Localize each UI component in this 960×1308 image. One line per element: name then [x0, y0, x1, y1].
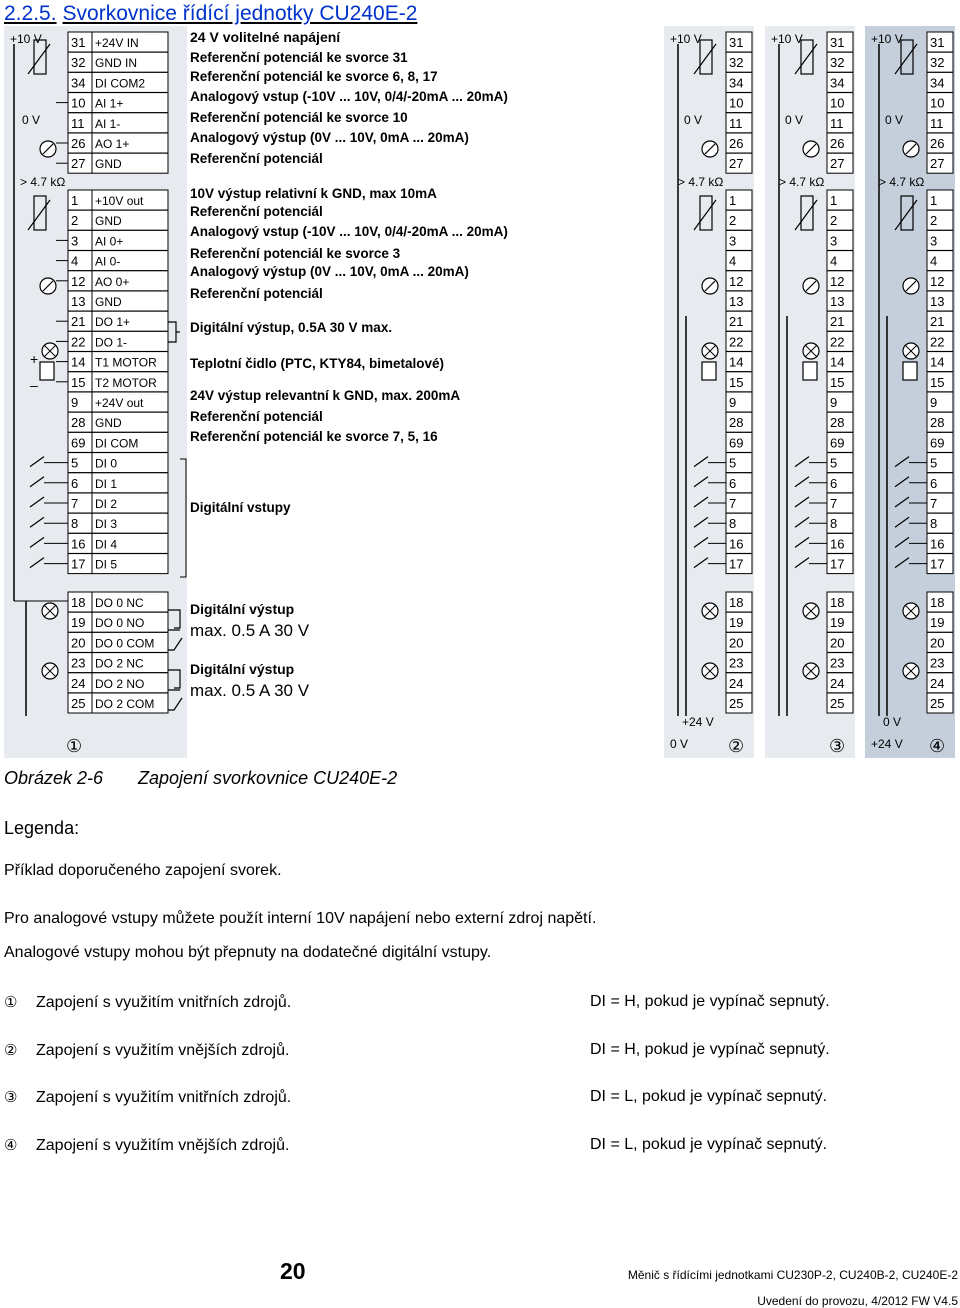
variant-terminal-number: 31 [729, 35, 744, 50]
terminal-name: GND [95, 214, 122, 229]
variant-terminal-number: 5 [930, 455, 938, 471]
variant-terminal-number: 13 [930, 294, 945, 309]
variant-terminal-number: 3 [930, 233, 938, 249]
terminal-number: 8 [71, 516, 79, 532]
terminal-name: DI 5 [95, 557, 118, 572]
terminal-number: 5 [71, 455, 79, 471]
variant-supply-label: +24 V [871, 737, 903, 751]
variant-terminal-number: 23 [830, 655, 845, 671]
terminal-name: DI COM [95, 436, 139, 451]
plus-10v-label: +10 V [10, 32, 42, 46]
variant-terminal-number: 9 [729, 395, 737, 410]
section-number: 2.2.5. [4, 2, 57, 25]
variant-plus-10v-label: +10 V [670, 32, 702, 46]
terminal-number: 26 [71, 136, 86, 151]
terminal-number: 25 [71, 696, 86, 711]
terminal-name: GND [95, 157, 122, 172]
variant-terminal-number: 32 [930, 55, 945, 71]
terminal-number: 14 [71, 354, 86, 370]
variant-terminal-number: 19 [830, 615, 845, 631]
variant-terminal-number: 34 [930, 75, 945, 91]
variant-zero-v-label: 0 V [885, 113, 904, 127]
variant-terminal-number: 23 [930, 655, 945, 671]
terminal-description: Referenční potenciál ke svorce 31 [190, 50, 408, 65]
terminal-number: 3 [71, 233, 79, 249]
terminal-name: GND IN [95, 56, 137, 71]
variant-terminal-number: 22 [830, 334, 845, 350]
variant-terminal-number: 27 [830, 156, 845, 172]
terminal-number: 28 [71, 415, 86, 431]
variant-terminal-number: 24 [830, 675, 845, 691]
variant-terminal-number: 7 [729, 496, 737, 511]
variant-terminal-number: 25 [930, 696, 945, 711]
legend-paragraph: Pro analogové vstupy můžete použít interní 10V napájení nebo externí zdroj napětí. [4, 910, 597, 927]
variant-resistor-label: > 4.7 kΩ [779, 175, 825, 189]
thermistor-plus: + [30, 351, 39, 367]
variant-terminal-number: 1 [830, 193, 838, 208]
variant-terminal-number: 17 [930, 556, 945, 572]
terminal-name: DI 2 [95, 497, 118, 511]
terminal-name: DO 1- [95, 335, 128, 350]
legend-paragraph: Analogové vstupy mohou být přepnuty na dodatečné digitální vstupy. [4, 944, 492, 961]
variant-terminal-number: 28 [729, 415, 744, 431]
terminal-number: 27 [71, 156, 86, 172]
legend-item [4, 1136, 828, 1155]
variant-terminal-number: 27 [930, 156, 945, 172]
variant-terminal-number: 22 [930, 334, 945, 350]
terminal-number: 6 [71, 475, 79, 491]
legend-item-note: DI = H, pokud je vypínač sepnutý. [590, 993, 830, 1010]
variant-terminal-number: 20 [930, 635, 945, 651]
legend-item-marker: ① [4, 994, 18, 1011]
variant-marker: ④ [929, 736, 946, 756]
variant-thermistor-icon [803, 362, 817, 380]
variant-terminal-number: 32 [830, 55, 845, 71]
footer-edition: Uvedení do provozu, 4/2012 FW V4.5 [757, 1294, 958, 1308]
terminal-number: 9 [71, 395, 79, 410]
legend-item-marker: ④ [4, 1137, 18, 1154]
terminal-number: 21 [71, 314, 86, 330]
variant-terminal-number: 15 [729, 374, 744, 390]
variant-plus-10v-label: +10 V [871, 32, 903, 46]
variant-terminal-number: 16 [729, 536, 744, 552]
terminal-number: 19 [71, 615, 86, 631]
terminal-name: +24V IN [95, 36, 139, 50]
legend-paragraph: Příklad doporučeného zapojení svorek. [4, 862, 282, 879]
legend-item-marker: ③ [4, 1089, 18, 1106]
variant-terminal-number: 26 [830, 136, 845, 151]
figure-caption [4, 768, 397, 789]
variant-terminal-number: 12 [930, 273, 945, 289]
variant-terminal-number: 13 [729, 294, 744, 309]
terminal-name: T2 MOTOR [95, 375, 157, 390]
variant-terminal-number: 16 [930, 536, 945, 552]
terminal-number: 10 [71, 95, 86, 111]
terminal-number: 69 [71, 435, 86, 451]
terminal-number: 32 [71, 55, 86, 71]
variant-terminal-number: 2 [830, 213, 838, 229]
variant-terminal-number: 23 [729, 655, 744, 671]
terminal-name: DI 3 [95, 517, 118, 532]
terminal-description: Analogový výstup (0V ... 10V, 0mA ... 20mA) [190, 264, 469, 279]
variant-terminal-number: 24 [930, 675, 945, 691]
variant-supply-label: 0 V [670, 737, 689, 751]
variant-terminal-number: 11 [930, 115, 944, 131]
terminal-number: 1 [71, 193, 79, 208]
legend-item [4, 993, 830, 1012]
variant-terminal-number: 17 [830, 556, 845, 572]
terminal-number: 23 [71, 655, 86, 671]
variant-terminal-number: 2 [729, 213, 737, 229]
variant-supply-label: +24 V [682, 715, 714, 729]
terminal-description: Referenční potenciál [190, 151, 323, 166]
zero-v-label: 0 V [22, 113, 41, 127]
variant-terminal-number: 69 [830, 435, 845, 451]
variant-terminal-number: 20 [729, 635, 744, 651]
variant-terminal-number: 5 [830, 455, 838, 471]
terminal-description: Referenční potenciál ke svorce 10 [190, 110, 408, 125]
variant-terminal-number: 18 [830, 595, 845, 610]
terminal-description: Referenční potenciál ke svorce 3 [190, 246, 401, 261]
terminal-name: +24V out [95, 396, 144, 410]
variant-terminal-number: 26 [729, 136, 744, 151]
terminal-name: DO 2 NC [95, 656, 144, 671]
variant-terminal-number: 13 [830, 294, 845, 309]
variant-terminal-number: 8 [830, 516, 838, 532]
variant-terminal-number: 21 [830, 314, 845, 330]
variant-terminal-number: 26 [930, 136, 945, 151]
variant-zero-v-label: 0 V [785, 113, 804, 127]
variant-plus-10v-label: +10 V [771, 32, 803, 46]
variant-terminal-number: 18 [729, 595, 744, 610]
variant-terminal-number: 9 [830, 395, 838, 410]
section-title: Svorkovnice řídící jednotky CU240E-2 [62, 2, 418, 25]
variant-supply-label: 0 V [883, 715, 902, 729]
terminal-number: 15 [71, 374, 86, 390]
terminal-description: 24 V volitelné napájení [190, 29, 341, 45]
variant-terminal-number: 25 [830, 696, 845, 711]
terminal-name: GND [95, 295, 122, 309]
variant-terminal-number: 20 [830, 635, 845, 651]
variant-terminal-number: 17 [729, 556, 744, 572]
variant-terminal-number: 21 [930, 314, 945, 330]
variant-terminal-number: 18 [930, 595, 945, 610]
variant-terminal-number: 6 [930, 475, 938, 491]
footer-manual-title: Měnič s řídícími jednotkami CU230P-2, CU240B-2, CU240E-2 [627, 1268, 958, 1282]
terminal-name: DO 0 NO [95, 616, 145, 631]
terminal-name: DO 2 COM [95, 697, 155, 711]
terminal-name: T1 MOTOR [95, 355, 157, 370]
terminal-number: 11 [71, 115, 85, 131]
terminal-description: Teplotní čidlo (PTC, KTY84, bimetalové) [190, 356, 445, 371]
terminal-description: Analogový vstup (-10V ... 10V, 0/4/-20mA ... 20mA) [190, 224, 508, 239]
variant-1-marker: ① [66, 736, 83, 756]
thermistor-minus: – [30, 377, 38, 393]
figure-number: Obrázek 2-6 [4, 768, 104, 788]
terminal-description: 24V výstup relevantní k GND, max. 200mA [190, 388, 461, 403]
variant-terminal-number: 12 [830, 273, 845, 289]
legend-item-text: Zapojení s využitím vnějších zdrojů. [36, 1042, 290, 1059]
terminal-name: DI 4 [95, 537, 118, 552]
terminal-description: Analogový vstup (-10V ... 10V, 0/4/-20mA ... 20mA) [190, 89, 508, 104]
relay-output-label: Digitální výstup [190, 661, 295, 677]
legend-item [4, 1041, 830, 1060]
variant-terminal-number: 28 [830, 415, 845, 431]
terminal-name: DO 0 COM [95, 636, 155, 651]
terminal-name: AO 1+ [95, 137, 130, 151]
variant-terminal-number: 31 [930, 35, 945, 50]
terminal-number: 24 [71, 675, 86, 691]
terminal-number: 12 [71, 273, 86, 289]
variant-terminal-number: 14 [729, 354, 744, 370]
terminal-description: Referenční potenciál [190, 286, 323, 301]
terminal-description: Digitální vstupy [190, 500, 291, 515]
terminal-number: 22 [71, 334, 86, 350]
wiring-diagram [0, 26, 960, 762]
variant-marker: ③ [829, 736, 846, 756]
terminal-name: DO 1+ [95, 315, 131, 330]
terminal-number: 31 [71, 35, 86, 50]
terminal-number: 17 [71, 556, 86, 572]
legend-item-text: Zapojení s využitím vnitřních zdrojů. [36, 994, 292, 1011]
variant-zero-v-label: 0 V [684, 113, 703, 127]
terminal-name: AO 0+ [95, 274, 130, 289]
variant-terminal-number: 4 [830, 253, 838, 269]
terminal-number: 13 [71, 294, 86, 309]
legend-item-note: DI = L, pokud je vypínač sepnutý. [590, 1088, 828, 1105]
variant-terminal-number: 11 [729, 115, 743, 131]
terminal-description: Digitální výstup, 0.5A 30 V max. [190, 320, 393, 335]
variant-terminal-number: 15 [830, 374, 845, 390]
variant-terminal-number: 69 [729, 435, 744, 451]
variant-terminal-number: 19 [930, 615, 945, 631]
variant-terminal-number: 25 [729, 696, 744, 711]
legend-item-marker: ② [4, 1042, 18, 1059]
variant-terminal-number: 31 [830, 35, 845, 50]
terminal-description: Referenční potenciál ke svorce 6, 8, 17 [190, 69, 438, 84]
variant-terminal-number: 19 [729, 615, 744, 631]
resistor-label: > 4.7 kΩ [20, 175, 66, 189]
variant-terminal-number: 10 [830, 95, 845, 111]
terminal-number: 2 [71, 213, 79, 229]
terminal-description: Referenční potenciál [190, 204, 323, 219]
legend-title: Legenda: [4, 818, 80, 838]
variant-terminal-number: 7 [930, 496, 938, 511]
variant-resistor-label: > 4.7 kΩ [879, 175, 925, 189]
variant-terminal-number: 9 [930, 395, 938, 410]
variant-terminal-number: 14 [830, 354, 845, 370]
variant-terminal-number: 69 [930, 435, 945, 451]
legend-item-note: DI = L, pokud je vypínač sepnutý. [590, 1136, 828, 1153]
legend-item-text: Zapojení s využitím vnějších zdrojů. [36, 1137, 290, 1154]
variant-terminal-number: 7 [830, 496, 838, 511]
terminal-description: 10V výstup relativní k GND, max 10mA [190, 186, 437, 201]
terminal-name: DI 1 [95, 476, 118, 491]
variant-resistor-label: > 4.7 kΩ [678, 175, 724, 189]
variant-terminal-number: 8 [930, 516, 938, 532]
terminal-number: 34 [71, 75, 86, 91]
variant-terminal-number: 10 [930, 95, 945, 111]
variant-terminal-number: 15 [930, 374, 945, 390]
variant-thermistor-icon [903, 362, 917, 380]
variant-terminal-number: 3 [830, 233, 838, 249]
terminal-description: Referenční potenciál ke svorce 7, 5, 16 [190, 429, 438, 444]
legend-item-text: Zapojení s využitím vnitřních zdrojů. [36, 1089, 292, 1106]
page-number: 20 [280, 1258, 306, 1284]
variant-terminal-number: 28 [930, 415, 945, 431]
variant-terminal-number: 14 [930, 354, 945, 370]
terminal-name: AI 1- [95, 116, 121, 131]
terminal-name: DO 2 NO [95, 676, 145, 691]
variant-terminal-number: 4 [729, 253, 737, 269]
terminal-number: 16 [71, 536, 86, 552]
terminal-number: 7 [71, 496, 79, 511]
variant-terminal-number: 11 [830, 115, 844, 131]
terminal-name: GND [95, 416, 122, 431]
variant-terminal-number: 16 [830, 536, 845, 552]
terminal-name: DI 0 [95, 456, 118, 471]
legend-item [4, 1088, 828, 1107]
variant-terminal-number: 2 [930, 213, 938, 229]
variant-terminal-number: 21 [729, 314, 744, 330]
relay-output-rating: max. 0.5 A 30 V [190, 621, 310, 640]
terminal-name: AI 1+ [95, 96, 124, 111]
variant-terminal-number: 1 [729, 193, 737, 208]
variant-marker: ② [728, 736, 745, 756]
variant-terminal-number: 27 [729, 156, 744, 172]
variant-terminal-number: 6 [830, 475, 838, 491]
variant-terminal-number: 22 [729, 334, 744, 350]
terminal-number: 4 [71, 253, 79, 269]
variant-terminal-number: 10 [729, 95, 744, 111]
thermistor-icon [40, 362, 54, 380]
relay-output-label: Digitální výstup [190, 601, 295, 617]
variant-terminal-number: 4 [930, 253, 938, 269]
legend-item-note: DI = H, pokud je vypínač sepnutý. [590, 1041, 830, 1058]
terminal-number: 20 [71, 635, 86, 651]
variant-terminal-number: 32 [729, 55, 744, 71]
variant-terminal-number: 1 [930, 193, 938, 208]
terminal-name: AI 0- [95, 254, 121, 269]
variant-terminal-number: 24 [729, 675, 744, 691]
terminal-name: AI 0+ [95, 234, 124, 249]
variant-terminal-number: 34 [830, 75, 845, 91]
terminal-name: +10V out [95, 194, 144, 208]
variant-terminal-number: 12 [729, 273, 744, 289]
variant-terminal-number: 3 [729, 233, 737, 249]
variant-terminal-number: 6 [729, 475, 737, 491]
variant-terminal-number: 34 [729, 75, 744, 91]
terminal-description: Analogový výstup (0V ... 10V, 0mA ... 20mA) [190, 130, 469, 145]
relay-output-rating: max. 0.5 A 30 V [190, 681, 310, 700]
section-heading [4, 2, 417, 26]
terminal-description: Referenční potenciál [190, 409, 323, 424]
variant-terminal-number: 8 [729, 516, 737, 532]
terminal-number: 18 [71, 595, 86, 610]
variant-thermistor-icon [702, 362, 716, 380]
terminal-name: DI COM2 [95, 76, 146, 91]
terminal-name: DO 0 NC [95, 596, 144, 610]
figure-title: Zapojení svorkovnice CU240E-2 [138, 768, 398, 788]
variant-terminal-number: 5 [729, 455, 737, 471]
